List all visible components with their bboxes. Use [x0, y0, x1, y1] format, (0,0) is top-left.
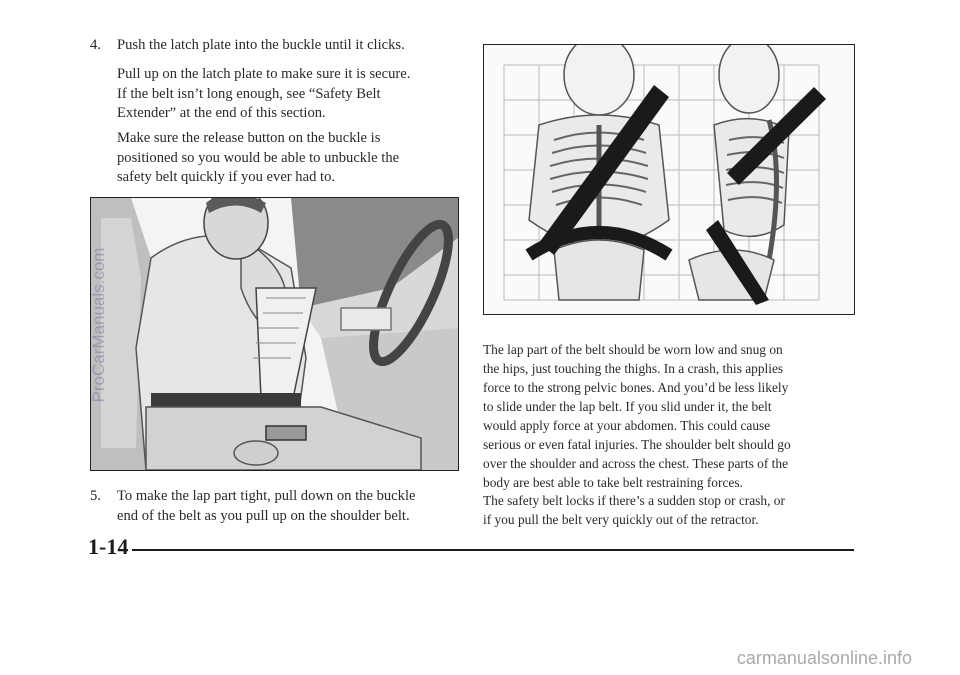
text-line: The lap part of the belt should be worn low and snug on — [483, 342, 783, 357]
footer-rule — [132, 549, 854, 551]
text-line: To make the lap part tight, pull down on the buckle — [117, 488, 416, 504]
skeleton-diagram — [483, 44, 855, 315]
text-line: safety belt quickly if you ever had to. — [117, 169, 336, 185]
step-5-number: 5. — [90, 488, 101, 504]
text-line: serious or even fatal injuries. The shoulder belt should go — [483, 437, 791, 452]
text-line: If the belt isn’t long enough, see “Safety Belt — [117, 85, 381, 102]
step-4-text — [117, 36, 405, 56]
text-line: Push the latch plate into the buckle until it clicks. — [117, 37, 405, 53]
page-number: 1-14 — [88, 534, 129, 559]
side-watermark-text: ProCarManuals.com — [89, 247, 108, 403]
text-line: to slide under the lap belt. If you slid under it, the belt — [483, 399, 772, 414]
step-4-para-3 — [117, 129, 399, 188]
text-line: body are best able to take belt restraining forces. — [483, 475, 743, 490]
text-line: end of the belt as you pull up on the shoulder belt. — [117, 507, 410, 524]
driver-buckling-figure — [91, 198, 458, 470]
text-line: Extender” at the end of this section. — [117, 105, 326, 121]
belt-on-skeleton-figure — [484, 45, 854, 314]
belt-lock-paragraph — [483, 491, 785, 529]
text-line: Pull up on the latch plate to make sure it is secure. — [117, 66, 411, 82]
text-line: Make sure the release button on the buckle is — [117, 130, 381, 146]
step-5-text — [117, 487, 416, 526]
text-line: positioned so you would be able to unbuckle the — [117, 149, 400, 166]
text-line: over the shoulder and across the chest. These parts of the — [483, 456, 789, 471]
text-line: force to the strong pelvic bones. And you’d be less likely — [483, 380, 789, 395]
step-4-number: 4. — [90, 37, 101, 53]
text-line: The safety belt locks if there’s a sudden stop or crash, or — [483, 493, 785, 508]
text-line: would apply force at your abdomen. This could cause — [483, 418, 771, 433]
text-line: the hips, just touching the thighs. In a crash, this applies — [483, 361, 784, 376]
buckling-illustration — [90, 197, 459, 471]
text-line: if you pull the belt very quickly out of the retractor. — [483, 512, 759, 527]
lap-belt-paragraph — [483, 340, 791, 492]
bottom-watermark: carmanualsonline.info — [736, 648, 912, 668]
side-watermark — [86, 200, 112, 450]
step-4-para-2 — [117, 65, 410, 124]
